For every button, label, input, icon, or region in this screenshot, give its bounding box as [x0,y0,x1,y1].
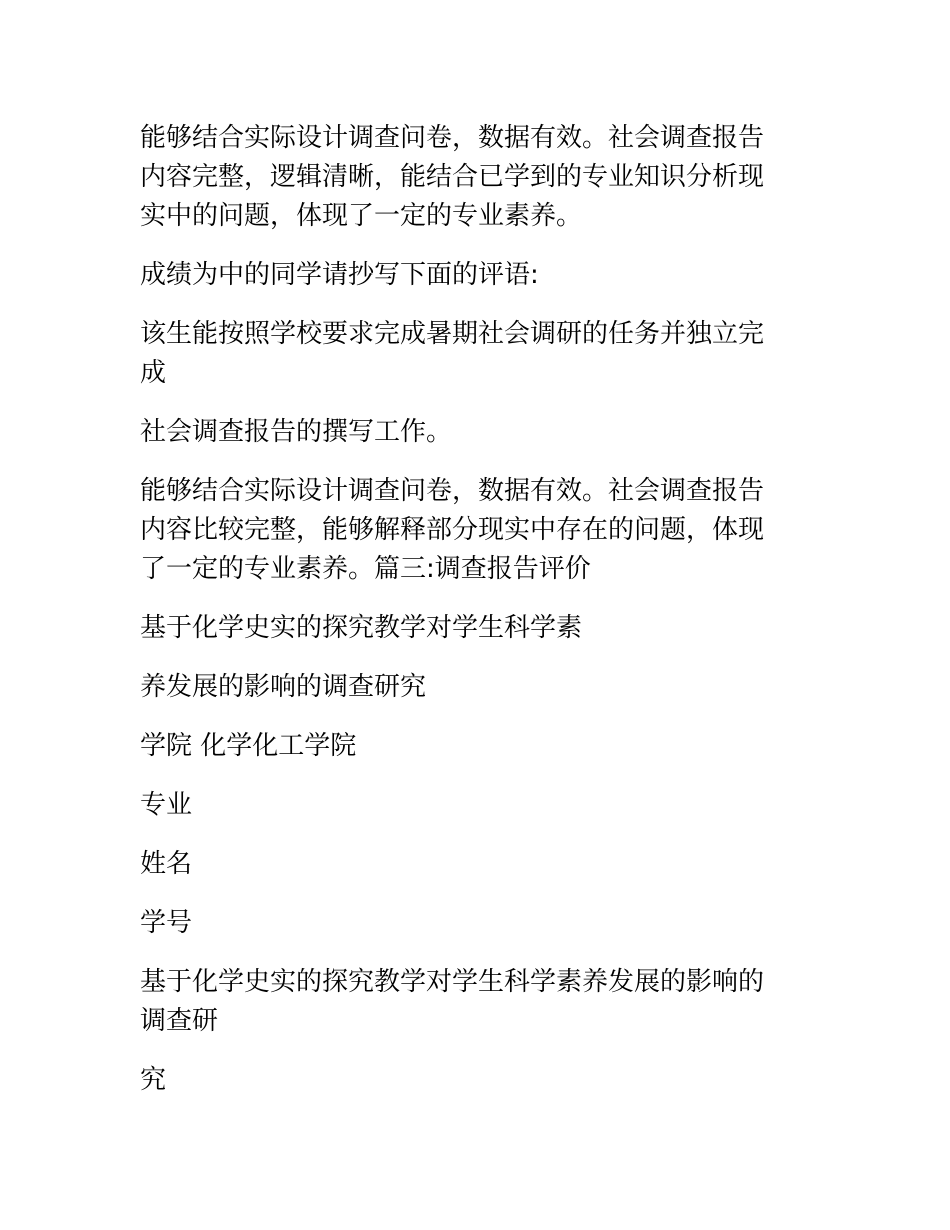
paragraph-title-tail [140,1061,800,1100]
paragraph-evaluation-good [140,119,800,236]
field-major [140,786,800,825]
text-line: 了一定的专业素养。篇三:调查报告评价 [140,554,591,584]
text-line: 实中的问题，体现了一定的专业素养。 [140,201,583,231]
field-college [140,727,800,766]
text-line: 学号 [140,908,193,938]
paragraph-title-part1 [140,609,800,648]
paragraph-title-part2 [140,668,800,707]
text-line: 内容完整，逻辑清晰，能结合已学到的专业知识分析现 [140,162,765,192]
text-line: 专业 [140,790,193,820]
paragraph-full-title [140,963,800,1041]
text-line: 能够结合实际设计调查问卷，数据有效。社会调查报告 [140,476,765,506]
text-line: 究 [140,1065,167,1095]
paragraph-grade-medium-instruction [140,256,800,295]
text-line: 成绩为中的同学请抄写下面的评语: [140,260,539,290]
text-line: 能够结合实际设计调查问卷，数据有效。社会调查报告 [140,123,765,153]
text-line: 养发展的影响的调查研究 [140,672,427,702]
text-line: 基于化学史实的探究教学对学生科学素养发展的影响的 [140,967,765,997]
field-student-id [140,904,800,943]
paragraph-evaluation-medium [140,472,800,589]
text-line: 内容比较完整，能够解释部分现实中存在的问题，体现 [140,515,765,545]
text-line: 社会调查报告的撰写工作。 [140,417,453,447]
text-line: 成 [140,358,167,388]
text-line: 学院 化学化工学院 [140,731,357,761]
text-line: 姓名 [140,849,193,879]
field-name [140,845,800,884]
text-line: 调查研 [140,1006,219,1036]
paragraph-report-writing [140,413,800,452]
paragraph-student-task [140,315,800,393]
text-line: 该生能按照学校要求完成暑期社会调研的任务并独立完 [140,319,765,349]
text-line: 基于化学史实的探究教学对学生科学素 [140,613,583,643]
